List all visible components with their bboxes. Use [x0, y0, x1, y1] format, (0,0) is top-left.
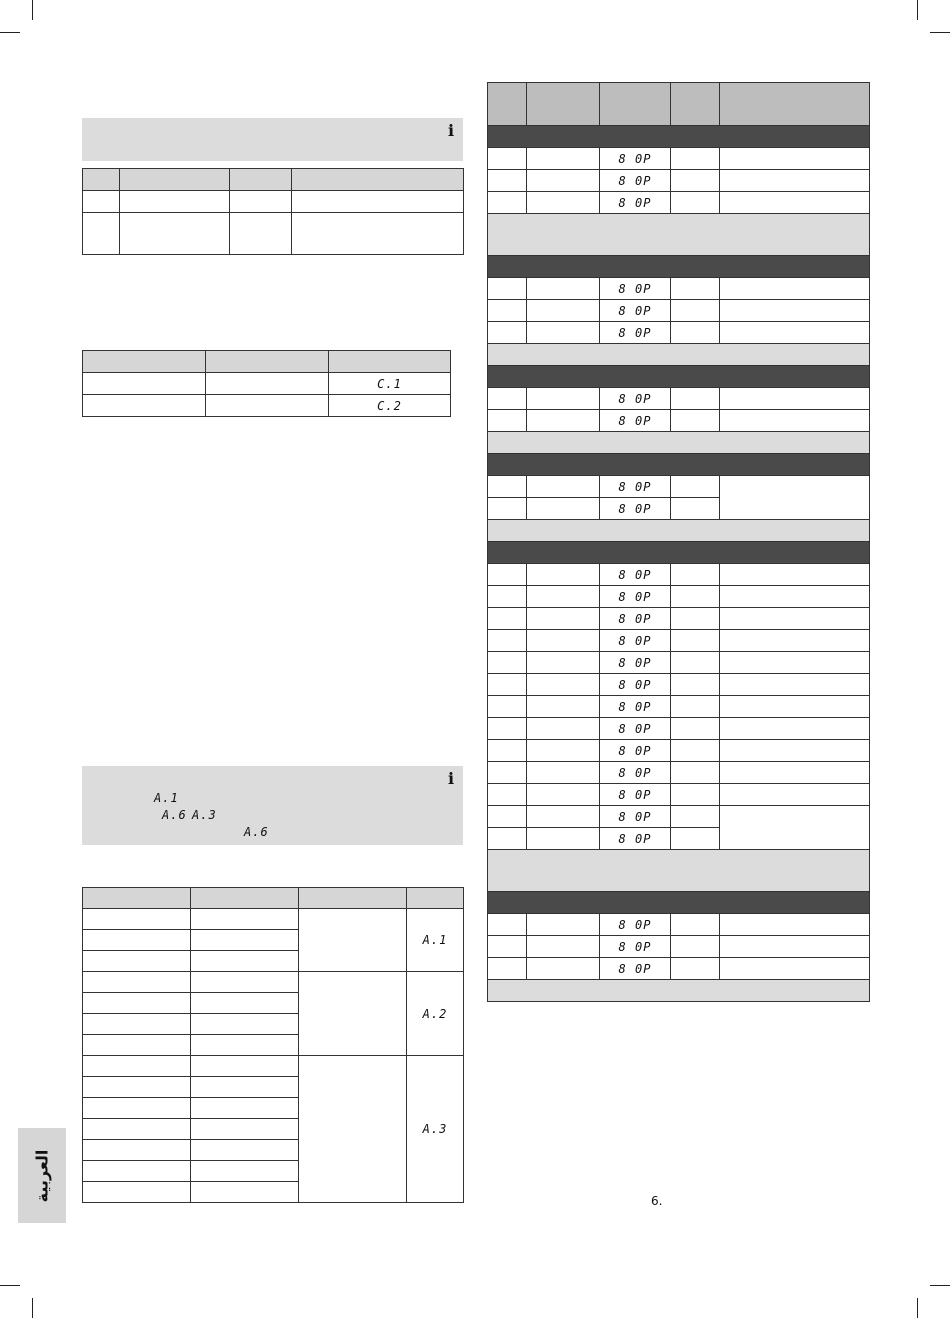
table-cell	[83, 1035, 191, 1056]
table-header-cell	[83, 169, 120, 191]
table-header-cell	[720, 83, 870, 126]
table-cell	[720, 388, 870, 410]
table-cell	[191, 930, 299, 951]
display-code: 8 0P	[618, 589, 652, 604]
table-cell	[600, 300, 671, 322]
table-cell	[671, 564, 720, 586]
display-code: 8 0P	[618, 173, 652, 188]
table-cell	[191, 1056, 299, 1077]
table-cell	[527, 148, 600, 170]
display-code: A.1	[422, 933, 448, 947]
display-code: 8 0P	[618, 611, 652, 626]
table-cell	[191, 909, 299, 930]
table-cell	[600, 740, 671, 762]
display-code: 8 0P	[618, 917, 652, 932]
table-cell	[720, 564, 870, 586]
table-cell	[527, 192, 600, 214]
section-header	[488, 454, 870, 476]
display-code: 8 0P	[618, 479, 652, 494]
section-header	[488, 256, 870, 278]
table-cell	[527, 278, 600, 300]
display-code: 8 0P	[618, 281, 652, 296]
table-cell	[527, 388, 600, 410]
table-cell	[527, 300, 600, 322]
table-three	[82, 887, 464, 1203]
table-cell	[83, 373, 206, 395]
table-cell	[671, 608, 720, 630]
table-cell	[488, 410, 527, 432]
table-cell	[671, 170, 720, 192]
table-header-cell	[329, 351, 451, 373]
display-code: 8 0P	[618, 195, 652, 210]
table-cell	[671, 498, 720, 520]
table-cell	[488, 608, 527, 630]
note-row	[488, 520, 870, 542]
table-cell	[671, 192, 720, 214]
table-cell	[720, 696, 870, 718]
language-tab	[18, 1128, 66, 1223]
table-cell	[488, 784, 527, 806]
table-cell	[83, 951, 191, 972]
table-header-cell	[120, 169, 230, 191]
table-cell	[488, 300, 527, 322]
table-cell	[600, 608, 671, 630]
table-cell	[83, 1014, 191, 1035]
table-cell	[329, 395, 451, 417]
display-code: 8 0P	[618, 391, 652, 406]
table-cell	[671, 300, 720, 322]
table-cell	[488, 278, 527, 300]
table-cell	[527, 652, 600, 674]
table-cell	[329, 373, 451, 395]
table-cell	[407, 909, 464, 972]
table-cell	[488, 170, 527, 192]
table-cell	[191, 1014, 299, 1035]
table-cell	[488, 740, 527, 762]
table-cell	[206, 395, 329, 417]
table-cell	[720, 784, 870, 806]
table-cell	[488, 148, 527, 170]
table-cell	[600, 784, 671, 806]
table-cell	[600, 564, 671, 586]
table-cell	[720, 958, 870, 980]
table-cell	[527, 410, 600, 432]
table-cell	[83, 1077, 191, 1098]
display-code: 8 0P	[618, 831, 652, 846]
table-cell	[600, 322, 671, 344]
table-cell	[527, 696, 600, 718]
table-header-cell	[600, 83, 671, 126]
table-cell	[488, 564, 527, 586]
table-cell	[527, 322, 600, 344]
table-cell	[83, 1140, 191, 1161]
table-cell	[720, 806, 870, 850]
display-code: 8 0P	[618, 939, 652, 954]
display-code: A.6	[244, 825, 269, 839]
table-header-cell	[83, 351, 206, 373]
table-cell	[488, 674, 527, 696]
display-code: 8 0P	[618, 765, 652, 780]
info-box-codes	[82, 766, 463, 845]
table-cell	[671, 806, 720, 828]
table-cell	[671, 828, 720, 850]
table-cell	[488, 388, 527, 410]
table-cell	[488, 936, 527, 958]
table-cell	[527, 586, 600, 608]
display-code: 8 0P	[618, 721, 652, 736]
table-cell	[527, 828, 600, 850]
table-cell	[600, 170, 671, 192]
table-cell	[720, 278, 870, 300]
table-cell	[600, 696, 671, 718]
table-cell	[527, 958, 600, 980]
table-cell	[83, 1098, 191, 1119]
table-header-cell	[299, 888, 407, 909]
table-cell	[83, 930, 191, 951]
table-cell	[230, 213, 292, 255]
table-cell	[488, 958, 527, 980]
table-cell	[407, 972, 464, 1056]
table-cell	[206, 373, 329, 395]
table-cell	[720, 608, 870, 630]
table-cell	[83, 191, 120, 213]
table-cell	[488, 806, 527, 828]
info-icon: i	[448, 769, 455, 788]
table-cell	[720, 652, 870, 674]
table-header-cell	[527, 83, 600, 126]
table-cell	[191, 993, 299, 1014]
table-cell	[671, 784, 720, 806]
table-cell	[720, 476, 870, 520]
table-cell	[600, 630, 671, 652]
table-cell	[600, 958, 671, 980]
info-box-top	[82, 118, 463, 161]
table-cell	[600, 148, 671, 170]
table-cell	[720, 192, 870, 214]
display-code: 8 0P	[618, 961, 652, 976]
table-header-cell	[671, 83, 720, 126]
note-row	[488, 980, 870, 1002]
display-code: A.2	[422, 1006, 448, 1021]
display-code: A.1	[154, 791, 179, 805]
table-cell	[671, 476, 720, 498]
table-cell	[191, 1077, 299, 1098]
table-cell	[488, 630, 527, 652]
table-cell	[720, 322, 870, 344]
section-header	[488, 542, 870, 564]
note-row	[488, 214, 870, 256]
table-cell	[671, 914, 720, 936]
language-label: العربية	[32, 1149, 52, 1202]
table-cell	[671, 586, 720, 608]
section-header	[488, 366, 870, 388]
table-cell	[600, 828, 671, 850]
table-cell	[299, 1056, 407, 1203]
table-cell	[720, 410, 870, 432]
table-cell	[527, 564, 600, 586]
table-cell	[720, 170, 870, 192]
table-cell	[671, 322, 720, 344]
table-cell	[527, 674, 600, 696]
table-cell	[191, 1035, 299, 1056]
table-header-cell	[292, 169, 464, 191]
table-cell	[600, 762, 671, 784]
table-cell	[488, 696, 527, 718]
table-cell	[120, 191, 230, 213]
table-cell	[720, 936, 870, 958]
display-code: C.1	[377, 376, 402, 391]
table-cell	[527, 740, 600, 762]
display-code: 8 0P	[618, 303, 652, 318]
table-one	[82, 168, 464, 255]
table-cell	[720, 674, 870, 696]
table-cell	[720, 718, 870, 740]
display-code: 8 0P	[618, 567, 652, 582]
table-cell	[600, 806, 671, 828]
table-cell	[600, 652, 671, 674]
table-cell	[230, 191, 292, 213]
table-header-cell	[407, 888, 464, 909]
table-cell	[488, 718, 527, 740]
table-cell	[527, 936, 600, 958]
table-cell	[671, 674, 720, 696]
table-cell	[671, 740, 720, 762]
table-cell	[600, 586, 671, 608]
table-cell	[488, 322, 527, 344]
table-cell	[600, 914, 671, 936]
table-header-cell	[230, 169, 292, 191]
table-cell	[488, 762, 527, 784]
table-cell	[299, 972, 407, 1056]
table-cell	[720, 586, 870, 608]
table-cell	[292, 213, 464, 255]
table-cell	[191, 1098, 299, 1119]
table-cell	[720, 630, 870, 652]
display-code: A.6	[162, 808, 187, 822]
table-cell	[671, 388, 720, 410]
note-row	[488, 850, 870, 892]
display-code: A.3	[192, 808, 217, 822]
table-cell	[488, 498, 527, 520]
table-cell	[83, 395, 206, 417]
table-cell	[600, 718, 671, 740]
table-cell	[671, 278, 720, 300]
display-code: 8 0P	[618, 809, 652, 824]
table-cell	[191, 951, 299, 972]
display-code: 8 0P	[618, 633, 652, 648]
table-cell	[527, 498, 600, 520]
table-cell	[671, 410, 720, 432]
note-row	[488, 432, 870, 454]
table-cell	[600, 410, 671, 432]
table-cell	[488, 652, 527, 674]
table-cell	[527, 170, 600, 192]
section-header	[488, 126, 870, 148]
section-header	[488, 892, 870, 914]
display-code: 8 0P	[618, 501, 652, 516]
display-code: A.3	[422, 1122, 448, 1136]
table-cell	[488, 828, 527, 850]
table-cell	[83, 1119, 191, 1140]
display-code: 8 0P	[618, 325, 652, 340]
table-cell	[527, 784, 600, 806]
table-cell	[600, 936, 671, 958]
table-cell	[600, 498, 671, 520]
table-cell	[488, 914, 527, 936]
table-cell	[83, 972, 191, 993]
table-cell	[292, 191, 464, 213]
page-number: 6.	[651, 1194, 663, 1208]
table-cell	[600, 278, 671, 300]
table-cell	[671, 630, 720, 652]
table-cell	[671, 936, 720, 958]
table-cell	[527, 762, 600, 784]
table-cell	[83, 213, 120, 255]
table-cell	[83, 1161, 191, 1182]
table-cell	[527, 914, 600, 936]
table-cell	[671, 652, 720, 674]
table-cell	[671, 958, 720, 980]
table-header-cell	[488, 83, 527, 126]
table-cell	[527, 806, 600, 828]
table-cell	[83, 993, 191, 1014]
table-cell	[600, 192, 671, 214]
table-cell	[671, 148, 720, 170]
program-table	[487, 82, 870, 1002]
table-cell	[299, 909, 407, 972]
display-code: 8 0P	[618, 787, 652, 802]
table-cell	[527, 630, 600, 652]
display-code: 8 0P	[618, 699, 652, 714]
table-cell	[83, 1056, 191, 1077]
table-cell	[720, 762, 870, 784]
table-cell	[600, 388, 671, 410]
table-cell	[720, 300, 870, 322]
info-icon: i	[448, 121, 455, 140]
table-header-cell	[83, 888, 191, 909]
table-cell	[83, 1182, 191, 1203]
display-code: 8 0P	[618, 413, 652, 428]
table-cell	[120, 213, 230, 255]
display-code: 8 0P	[618, 677, 652, 692]
table-cell	[600, 674, 671, 696]
display-code: C.2	[377, 398, 402, 413]
table-cell	[191, 1161, 299, 1182]
table-two	[82, 350, 451, 417]
table-cell	[720, 914, 870, 936]
table-cell	[83, 909, 191, 930]
table-cell	[191, 1119, 299, 1140]
table-header-cell	[191, 888, 299, 909]
table-cell	[527, 476, 600, 498]
table-cell	[671, 696, 720, 718]
table-header-cell	[206, 351, 329, 373]
table-cell	[720, 148, 870, 170]
table-cell	[671, 762, 720, 784]
table-cell	[527, 718, 600, 740]
display-code: 8 0P	[618, 151, 652, 166]
note-row	[488, 344, 870, 366]
table-cell	[191, 1140, 299, 1161]
display-code: 8 0P	[618, 655, 652, 670]
table-cell	[407, 1056, 464, 1203]
table-cell	[191, 972, 299, 993]
table-cell	[488, 586, 527, 608]
table-cell	[600, 476, 671, 498]
table-cell	[191, 1182, 299, 1203]
table-cell	[671, 718, 720, 740]
table-cell	[488, 192, 527, 214]
table-cell	[527, 608, 600, 630]
display-code: 8 0P	[618, 743, 652, 758]
table-cell	[720, 740, 870, 762]
table-cell	[488, 476, 527, 498]
